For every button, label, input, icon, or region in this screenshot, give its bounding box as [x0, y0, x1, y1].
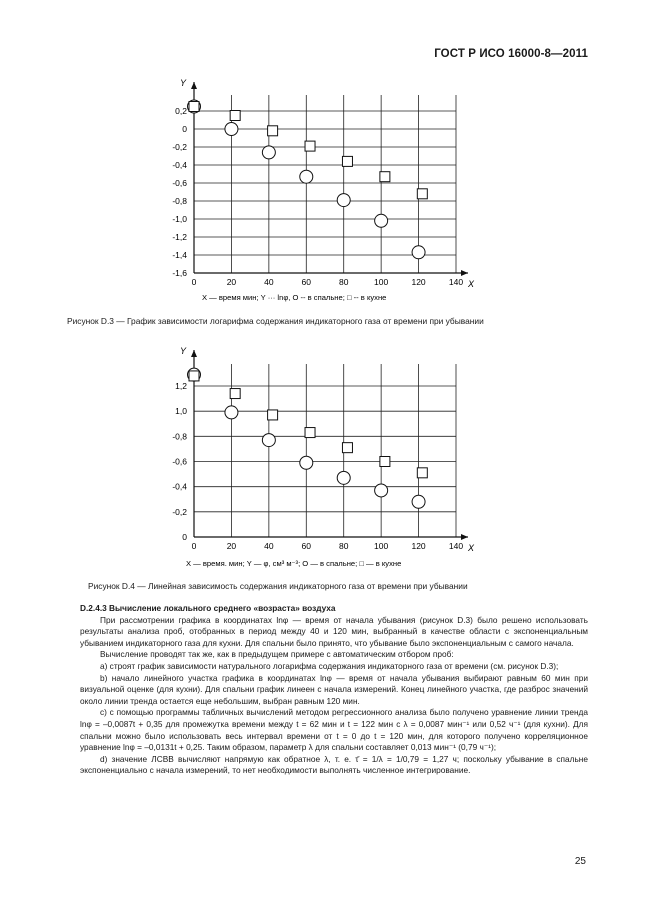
y-tick-label: -0,4 [172, 481, 187, 492]
data-point-bedroom [225, 123, 238, 136]
x-tick-label: 120 [411, 541, 426, 551]
data-point-bedroom [225, 406, 238, 419]
y-tick-label: -0,8 [172, 196, 187, 206]
data-point-kitchen [342, 443, 352, 453]
y-tick-label: -1,2 [172, 232, 187, 242]
y-tick-label: 0 [182, 124, 187, 134]
y-tick-label: 0,2 [175, 106, 187, 116]
paragraph-5: c) с помощью программы табличных вычислений методом регрессионного анализа было получено уравнение линии тренда lnφ = –0,0087t + 0,35 для промежутка времени между t = 62 мин и t = 122 мин с λ = 0,0087 мин⁻¹ или 0,52 ч⁻¹ (для кухни). Для спальни можно было использовать весь интервал времени от t = 0 до t = 120 мин, для которого получено корреляционное уравнение lnφ = –0,0131t + 0,25. Таким образом, параметр λ для спальни составляет 0,013 мин⁻¹ (0,79 ч⁻¹); [80, 707, 588, 753]
x-tick-label: 120 [411, 277, 426, 287]
figure-d3-chart [0, 62, 646, 310]
data-point-kitchen [189, 371, 199, 381]
data-point-bedroom [262, 434, 275, 447]
x-tick-label: 0 [191, 277, 197, 287]
x-tick-label: 0 [191, 541, 197, 551]
data-point-kitchen [230, 389, 240, 399]
page-number: 25 [574, 856, 586, 867]
y-tick-label: -0,2 [172, 142, 187, 152]
y-tick-label: -1,6 [172, 268, 187, 278]
y-tick-label: 1,2 [175, 381, 187, 391]
x-axis-label: X [468, 543, 475, 553]
body-text [80, 603, 588, 777]
data-point-kitchen [380, 457, 390, 467]
y-axis-label: Y [180, 78, 187, 88]
x-tick-label: 40 [264, 277, 274, 287]
x-tick-label: 20 [226, 541, 237, 551]
y-tick-label: -1,4 [172, 250, 187, 260]
data-point-bedroom [412, 246, 425, 259]
y-tick-label-origin: 0 [182, 532, 187, 542]
paragraph-2: Вычисление проводят так же, как в предыдущем примере с автоматическим отбором проб: [100, 649, 454, 660]
paragraph-6: d) значение ЛСВВ вычисляют напрямую как обратное λ, т. е. τ̄ = 1/λ = 1/0,79 = 1,27 ч; поскольку убывание в спальне экспоненциально с начала измерений, то нет необходимости выполнять численное интегрирование. [80, 753, 588, 776]
y-axis-label: Y [180, 346, 187, 356]
y-tick-label: -0,4 [172, 160, 187, 170]
data-point-bedroom [262, 146, 275, 159]
y-axis-arrow [191, 350, 197, 357]
x-tick-label: 140 [448, 277, 464, 287]
x-axis-arrow [461, 534, 468, 540]
data-point-bedroom [337, 194, 350, 207]
y-tick-label: 1,0 [175, 406, 187, 417]
paragraph-1: При рассмотрении графика в координатах lnφ — время от начала убывания (рисунок D.3) было решено использовать результаты анализа проб, отобранных в период между 40 и 120 мин, выбранный в качестве области с экспоненциальным убыванием индикаторного газа для кухни. Для спальни было принято, что убывание было экспоненциальным с самого начала. [80, 614, 588, 648]
document-header: ГОСТ Р ИСО 16000-8—2011 [434, 48, 588, 60]
x-tick-label: 100 [374, 277, 389, 287]
x-tick-label: 80 [338, 277, 349, 287]
figure-d4-chart [0, 338, 646, 578]
y-tick-label: -0,8 [172, 431, 187, 442]
data-point-bedroom [337, 471, 350, 484]
chart-legend: X — время мин; Y ··· lnφ, О -- в спальне; □ -- в кухне [202, 293, 387, 302]
figure-d4-svg [0, 338, 646, 578]
x-tick-label: 40 [264, 541, 274, 551]
data-point-bedroom [375, 484, 388, 497]
figure-d3-svg [0, 62, 646, 310]
x-axis-label: X [468, 279, 475, 289]
data-point-bedroom [300, 170, 313, 183]
data-point-kitchen [417, 468, 427, 478]
y-tick-label: -0,6 [172, 178, 187, 188]
data-point-bedroom [300, 456, 313, 469]
x-tick-label: 80 [338, 541, 349, 551]
data-point-kitchen [268, 410, 278, 420]
chart-legend: X — время. мин; Y — φ, см³ м⁻³; О — в спальне; □ — в кухне [186, 559, 402, 568]
x-tick-label: 140 [448, 541, 464, 551]
data-point-kitchen [268, 126, 278, 136]
x-axis-arrow [461, 270, 468, 276]
figure-d4-caption: Рисунок D.4 — Линейная зависимость содержания индикаторного газа от времени при убывании [88, 581, 468, 591]
data-point-kitchen [230, 111, 240, 121]
x-tick-label: 60 [301, 277, 312, 287]
y-tick-label: -1,0 [172, 214, 187, 224]
y-tick-label: -0,6 [172, 456, 187, 467]
data-point-kitchen [305, 141, 315, 151]
data-point-kitchen [189, 102, 199, 112]
section-heading: D.2.4.3 Вычисление локального среднего «возраста» воздуха [80, 603, 336, 613]
y-tick-label: -0,2 [172, 506, 187, 517]
x-tick-label: 100 [374, 541, 389, 551]
y-axis-arrow [191, 82, 197, 89]
paragraph-4: b) начало линейного участка графика в координатах lnφ — время от начала убывания выбирают равным 60 мин при визуальной оценке (для кухни). Для спальни график линеен с начала измерений. Конец линейного участка, где разброс значений около линии тренда остается еще небольшим, выбран равным 120 мин. [80, 672, 588, 706]
figure-d3-caption: Рисунок D.3 — График зависимости логарифма содержания индикаторного газа от времени при убывании [67, 316, 484, 326]
x-tick-label: 60 [301, 541, 312, 551]
data-point-bedroom [412, 495, 425, 508]
data-point-kitchen [380, 172, 390, 182]
x-tick-label: 20 [226, 277, 237, 287]
data-point-bedroom [375, 214, 388, 227]
data-point-kitchen [305, 428, 315, 438]
data-point-kitchen [417, 189, 427, 199]
data-point-kitchen [342, 156, 352, 166]
paragraph-3: a) строят график зависимости натурального логарифма содержания индикаторного газа от времени (см. рисунок D.3); [100, 660, 559, 671]
